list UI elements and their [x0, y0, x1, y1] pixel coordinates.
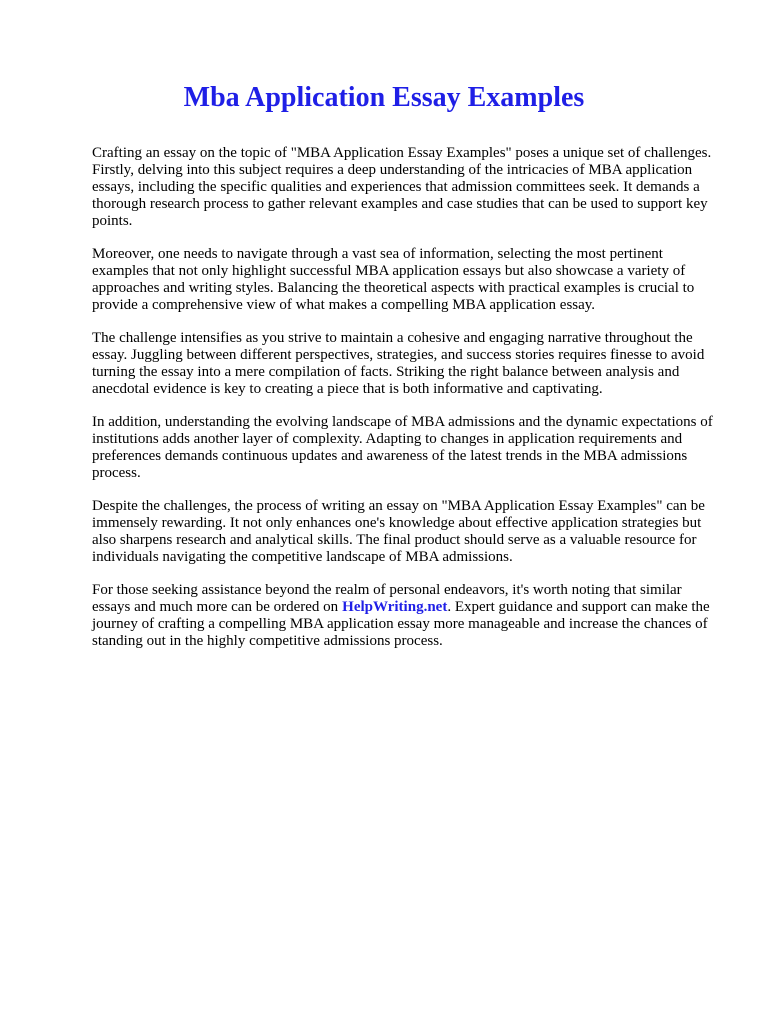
- essay-body: [92, 145, 716, 666]
- paragraph-6: [92, 582, 716, 650]
- paragraph-2: Moreover, one needs to navigate through a vast sea of information, selecting the most pertinent examples that not only highlight successful MBA application essays but also showcase a variety of approaches and writing styles. Balancing the theoretical aspects with practical examples is crucial to provide a comprehensive view of what makes a compelling MBA application essay.: [92, 246, 695, 313]
- paragraph-4: In addition, understanding the evolving landscape of MBA admissions and the dynamic expectations of institutions adds another layer of complexity. Adapting to changes in application requirements and preferences demands continuous updates and awareness of the latest trends in the MBA admissions process.: [92, 414, 713, 481]
- paragraph-6-text-after-link: . Expert guidance and support can make the journey of crafting a compelling MBA application essay more manageable and increase the chances of standing out in the highly competitive admissions process.: [92, 599, 710, 649]
- page-title: Mba Application Essay Examples: [183, 82, 585, 113]
- helpwriting-link[interactable]: HelpWriting.net: [342, 599, 448, 615]
- paragraph-3: The challenge intensifies as you strive to maintain a cohesive and engaging narrative throughout the essay. Juggling between different perspectives, strategies, and success stories requires finesse to avoid turning the essay into a mere compilation of facts. Striking the right balance between analysis and anecdotal evidence is key to creating a piece that is both informative and captivating.: [92, 330, 705, 397]
- paragraph-6-text-before-link: For those seeking assistance beyond the realm of personal endeavors, it's worth noting that similar essays and much more can be ordered on: [92, 582, 682, 615]
- paragraph-5: Despite the challenges, the process of writing an essay on "MBA Application Essay Examples" can be immensely rewarding. It not only enhances one's knowledge about effective application strategies but also sharpens research and analytical skills. The final product should serve as a valuable resource for individuals navigating the competitive landscape of MBA admissions.: [92, 498, 705, 565]
- paragraph-1: Crafting an essay on the topic of "MBA Application Essay Examples" poses a unique set of challenges. Firstly, delving into this subject requires a deep understanding of the intricacies of MBA application essays, including the specific qualities and experiences that admission committees seek. It demands a thorough research process to gather relevant examples and case studies that can be used to support key points.: [92, 145, 712, 229]
